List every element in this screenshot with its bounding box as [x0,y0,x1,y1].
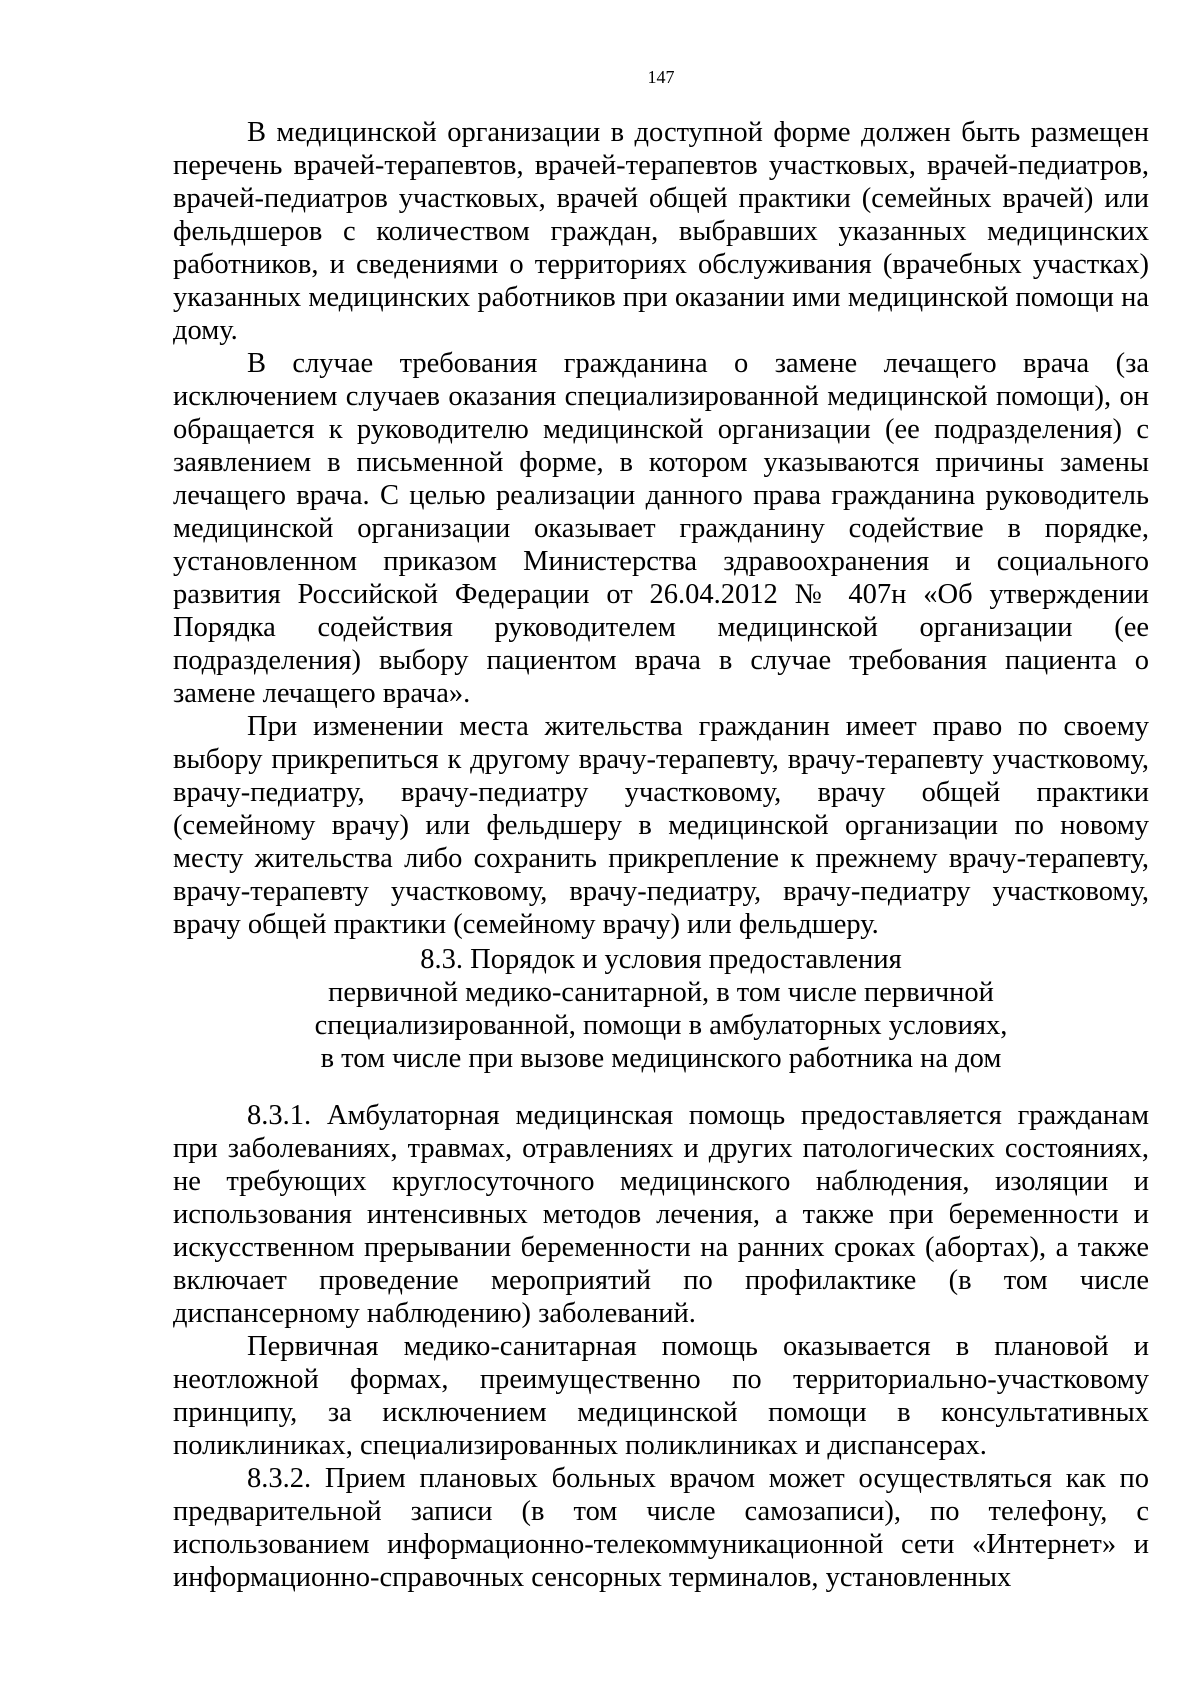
section-heading-line: первичной медико-санитарной, в том числе первичной [328,977,994,1008]
section-heading-line: специализированной, помощи в амбулаторных условиях, [314,1010,1008,1041]
document-body [173,116,1149,1594]
paragraph-doctor-replacement: В случае требования гражданина о замене лечащего врача (за исключением случаев оказания специализированной медицинской помощи), он обращается к руководителю медицинской организации (ее подразделения) с заявлением в письменной форме, в котором указываются причины замены лечащего врача. С целью реализации данного права гражданина руководитель медицинской организации оказывает гражданину содействие в порядке, установленном приказом Министерства здравоохранения и социального развития Российской Федерации от 26.04.2012 № 407н «Об утверждении Порядка содействия руководителем медицинской организации (ее подразделения) выбору пациентом врача в случае требования пациента о замене лечащего врача». [173,348,1149,709]
page-number: 147 [647,67,675,87]
paragraph-8-3-2: 8.3.2. Прием плановых больных врачом может осуществляться как по предварительной записи (в том числе самозаписи), по телефону, с использованием информационно-телекоммуникационной сети «Интернет» и информационно-справочных сенсорных терминалов, установленных [173,1463,1149,1593]
section-heading-line: 8.3. Порядок и условия предоставления [420,944,902,975]
section-heading-line: в том числе при вызове медицинского работника на дом [320,1043,1002,1074]
paragraph-change-of-residence: При изменении места жительства гражданин имеет право по своему выбору прикрепиться к другому врачу-терапевту, врачу-терапевту участковому, врачу-педиатру, врачу-педиатру участковому, врачу общей практики (семейному врачу) или фельдшеру в медицинской организации по новому месту жительства либо сохранить прикрепление к прежнему врачу-терапевту, врачу-терапевту участковому, врачу-педиатру, врачу-педиатру участковому, врачу общей практики (семейному врачу) или фельдшеру. [173,711,1149,940]
section-heading-8-3 [173,943,1149,1075]
paragraph-doctor-list: В медицинской организации в доступной форме должен быть размещен перечень врачей-терапевтов, врачей-терапевтов участковых, врачей-педиатров, врачей-педиатров участковых, врачей общей практики (семейных врачей) или фельдшеров с количеством граждан, выбравших указанных медицинских работников, и сведениями о территориях обслуживания (врачебных участках) указанных медицинских работников при оказании ими медицинской помощи на дому. [173,117,1149,346]
document-page [173,0,1149,1698]
paragraph-primary-care-forms: Первичная медико-санитарная помощь оказывается в плановой и неотложной формах, преимущественно по территориально-участковому принципу, за исключением медицинской помощи в консультативных поликлиниках, специализированных поликлиниках и диспансерах. [173,1331,1149,1461]
paragraph-8-3-1: 8.3.1. Амбулаторная медицинская помощь предоставляется гражданам при заболеваниях, травмах, отравлениях и других патологических состояниях, не требующих круглосуточного медицинского наблюдения, изоляции и использования интенсивных методов лечения, а также при беременности и искусственном прерывании беременности на ранних сроках (абортах), а также включает проведение мероприятий по профилактике (в том числе диспансерному наблюдению) заболеваний. [173,1100,1149,1329]
